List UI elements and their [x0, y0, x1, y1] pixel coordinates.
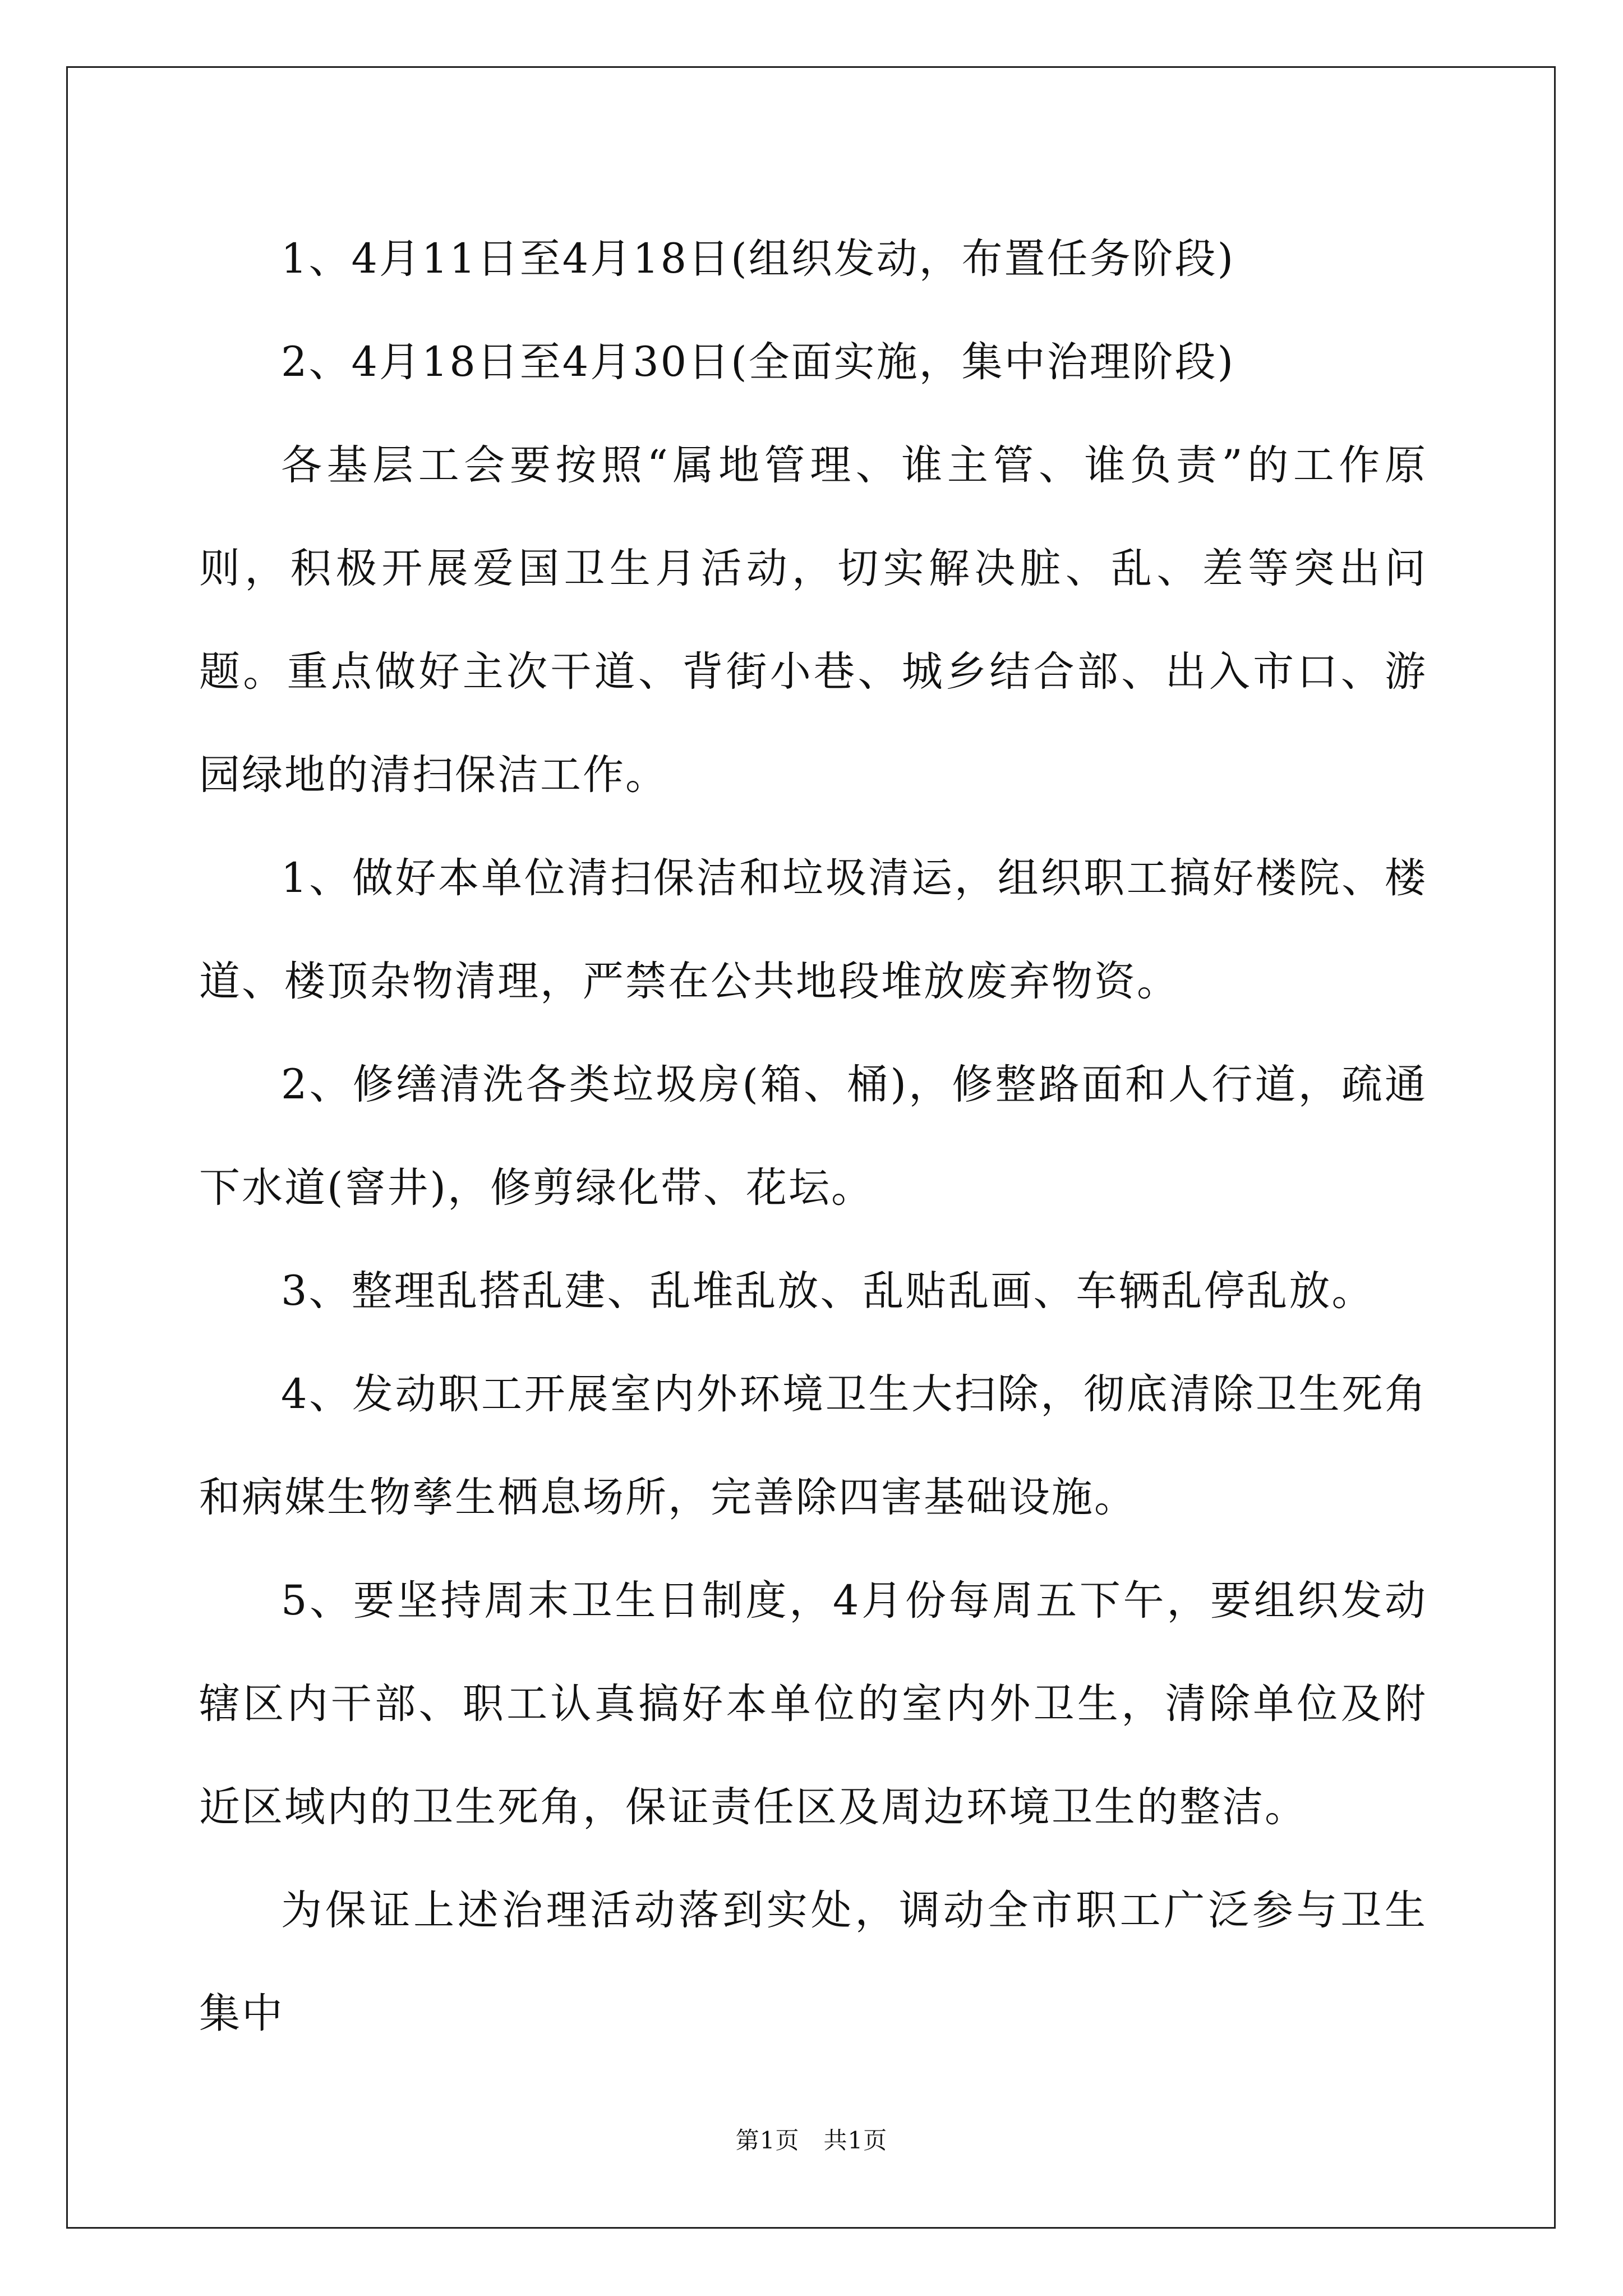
paragraph-item-4: 4、发动职工开展室内外环境卫生大扫除，彻底清除卫生死角和病媒生物孳生栖息场所，完善除四害基础设施。 [199, 1370, 1427, 1521]
paragraph-closing: 为保证上述治理活动落到实处，调动全市职工广泛参与卫生集中 [199, 1887, 1427, 2037]
document-body [199, 208, 1427, 2065]
paragraph-item-1: 1、做好本单位清扫保洁和垃圾清运，组织职工搞好楼院、楼道、楼顶杂物清理，严禁在公共地段堆放废弃物资。 [199, 854, 1427, 1005]
paragraph-stage-2: 2、4月18日至4月30日(全面实施，集中治理阶段) [281, 338, 1235, 386]
paragraph-item-3: 3、整理乱搭乱建、乱堆乱放、乱贴乱画、车辆乱停乱放。 [281, 1267, 1375, 1315]
paragraph-item-2: 2、修缮清洗各类垃圾房(箱、桶)，修整路面和人行道，疏通下水道(窨井)，修剪绿化带、花坛。 [199, 1061, 1427, 1212]
page-number-footer: 第1页 共1页 [735, 2127, 888, 2154]
paragraph-principle: 各基层工会要按照“属地管理、谁主管、谁负责”的工作原则，积极开展爱国卫生月活动，切实解决脏、乱、差等突出问题。重点做好主次干道、背街小巷、城乡结合部、出入市口、游园绿地的清扫保洁工作。 [199, 441, 1427, 799]
paragraph-item-5: 5、要坚持周末卫生日制度，4月份每周五下午，要组织发动辖区内干部、职工认真搞好本单位的室内外卫生，清除单位及附近区域内的卫生死角，保证责任区及周边环境卫生的整洁。 [199, 1577, 1427, 1831]
paragraph-stage-1: 1、4月11日至4月18日(组织发动，布置任务阶段) [281, 235, 1235, 283]
